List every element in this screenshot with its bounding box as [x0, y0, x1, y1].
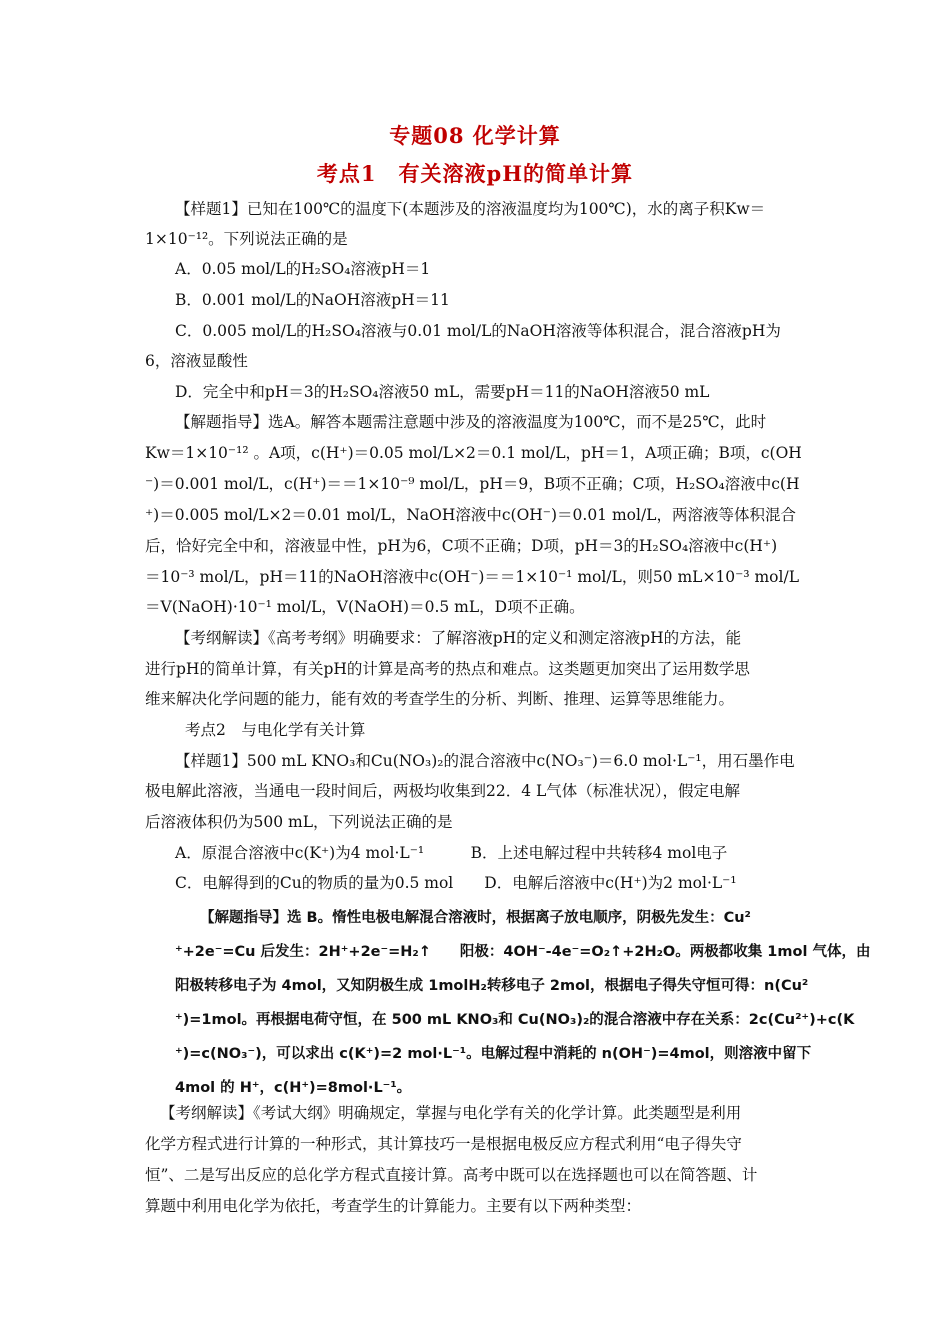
- paragraph-line: 维来解决化学问题的能力，能有效的考查学生的分析、判断、推理、运算等思维能力。: [145, 690, 735, 708]
- paragraph-line: ⁺)=c(NO₃⁻)，可以求出 c(K⁺)=2 mol·L⁻¹。电解过程中消耗的 n(OH⁻)=4mol，则溶液中留下: [175, 1046, 812, 1062]
- paragraph-line: 【考纲解读】《考试大纲》明确规定，掌握与电化学有关的化学计算。此类题型是利用: [160, 1104, 742, 1122]
- paragraph-line: 恒”、二是写出反应的总化学方程式直接计算。高考中既可以在选择题也可以在简答题、计: [145, 1166, 758, 1184]
- paragraph-line: 阳极转移电子为 4mol，又知阴极生成 1molH₂转移电子 2mol，根据电子得失守恒可得：n(Cu²: [175, 978, 809, 994]
- option-line: B．0.001 mol/L的NaOH溶液pH＝11: [175, 291, 450, 309]
- paragraph-line: 算题中利用电化学为依托，考查学生的计算能力。主要有以下两种类型：: [145, 1197, 642, 1215]
- paragraph-line: Kw＝1×10⁻¹² 。A项，c(H⁺)＝0.05 mol/L×2＝0.1 mol/L，pH＝1，A项正确；B项，c(OH: [145, 444, 802, 462]
- paragraph-line: 极电解此溶液，当通电一段时间后，两极均收集到22．4 L气体（标准状况），假定电解: [145, 782, 741, 800]
- paragraph-line: 【解题指导】选 B。惰性电极电解混合溶液时，根据离子放电顺序，阴极先发生：Cu²: [200, 910, 751, 926]
- paragraph-line: 后溶液体积仍为500 mL，下列说法正确的是: [145, 813, 453, 831]
- paragraph-line: ＝V(NaOH)·10⁻¹ mol/L，V(NaOH)＝0.5 mL，D项不正确。: [145, 598, 585, 616]
- paragraph-line: 【样题1】已知在100℃的温度下(本题涉及的溶液温度均为100℃)，水的离子积Kw＝: [175, 200, 766, 218]
- option-line: A．原混合溶液中c(K⁺)为4 mol·L⁻¹ B．上述电解过程中共转移4 mol电子: [175, 844, 728, 862]
- paragraph-line: 进行pH的简单计算，有关pH的计算是高考的热点和难点。这类题更加突出了运用数学思: [145, 660, 750, 678]
- option-line: C．0.005 mol/L的H₂SO₄溶液与0.01 mol/L的NaOH溶液等体积混合，混合溶液pH为: [175, 322, 781, 340]
- paragraph-line: ＝10⁻³ mol/L，pH＝11的NaOH溶液中c(OH⁻)＝＝1×10⁻¹ mol/L，则50 mL×10⁻³ mol/L: [145, 568, 799, 586]
- option-line: D．完全中和pH＝3的H₂SO₄溶液50 mL，需要pH＝11的NaOH溶液50 mL: [175, 383, 710, 401]
- paragraph-line: 后，恰好完全中和，溶液显中性，pH为6，C项不正确；D项，pH＝3的H₂SO₄溶液中c(H⁺): [145, 537, 778, 555]
- section-1-heading: 考点1 有关溶液pH的简单计算: [316, 161, 634, 186]
- paragraph-line: ⁻)＝0.001 mol/L，c(H⁺)＝＝1×10⁻⁹ mol/L，pH＝9，B项不正确；C项，H₂SO₄溶液中c(H: [145, 475, 800, 493]
- option-line: A．0.05 mol/L的H₂SO₄溶液pH＝1: [175, 260, 431, 278]
- option-line: C．电解得到的Cu的物质的量为0.5 mol D．电解后溶液中c(H⁺)为2 mol·L⁻¹: [175, 874, 737, 892]
- document-title: 专题08 化学计算: [389, 123, 561, 148]
- paragraph-line: ⁺)＝0.005 mol/L×2＝0.01 mol/L，NaOH溶液中c(OH⁻)＝0.01 mol/L，两溶液等体积混合: [145, 506, 796, 524]
- paragraph-line: 化学方程式进行计算的一种形式，其计算技巧一是根据电极反应方程式利用“电子得失守: [145, 1135, 742, 1153]
- paragraph-line: 4mol 的 H⁺，c(H⁺)=8mol·L⁻¹。: [175, 1080, 412, 1096]
- paragraph-line: 6，溶液显酸性: [145, 352, 248, 370]
- paragraph-line: ⁺)=1mol。再根据电荷守恒，在 500 mL KNO₃和 Cu(NO₃)₂的混合溶液中存在关系：2c(Cu²⁺)+c(K: [175, 1012, 855, 1028]
- paragraph-line: 【样题1】500 mL KNO₃和Cu(NO₃)₂的混合溶液中c(NO₃⁻)＝6.0 mol·L⁻¹，用石墨作电: [175, 752, 795, 770]
- paragraph-line: 【解题指导】选A。解答本题需注意题中涉及的溶液温度为100℃，而不是25℃，此时: [175, 413, 767, 431]
- section-2-heading: 考点2 与电化学有关计算: [185, 721, 366, 739]
- paragraph-line: ⁺+2e⁻=Cu 后发生：2H⁺+2e⁻=H₂↑ 阳极：4OH⁻-4e⁻=O₂↑+2H₂O。两极都收集 1mol 气体，由: [175, 944, 871, 960]
- paragraph-line: 【考纲解读】《高考考纲》明确要求：了解溶液pH的定义和测定溶液pH的方法，能: [175, 629, 742, 647]
- paragraph-line: 1×10⁻¹²。下列说法正确的是: [145, 230, 348, 248]
